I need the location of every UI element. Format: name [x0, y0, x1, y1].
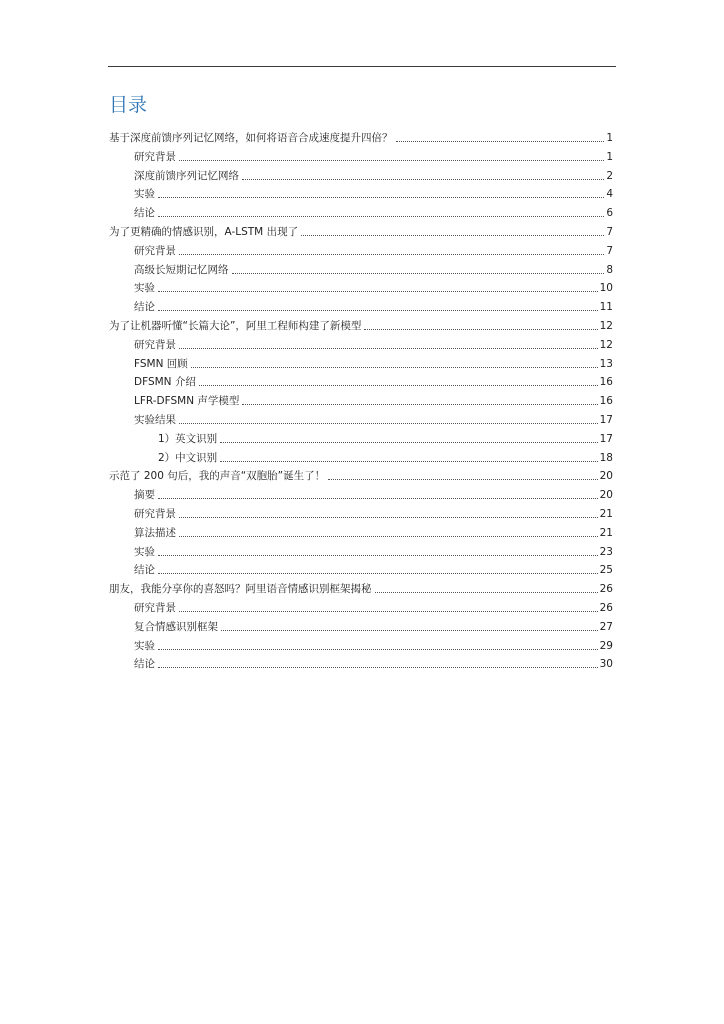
toc-page-number: 20: [599, 489, 613, 502]
toc-entry-text: 研究背景: [134, 602, 176, 614]
toc-page-number: 8: [606, 263, 613, 276]
toc-dot-leader: [158, 667, 598, 668]
header-rule: [108, 66, 616, 67]
toc-dot-leader: [179, 348, 598, 349]
toc-entry-text: 研究背景: [134, 338, 176, 351]
toc-dot-leader: [158, 310, 598, 311]
toc-entry-text: 算法描述: [134, 526, 176, 539]
toc-page-number: 4: [606, 188, 613, 201]
toc-dot-leader: [158, 291, 598, 292]
toc-entry-text: FSMN 回顾: [134, 357, 188, 370]
toc-entry[interactable]: [134, 371, 613, 389]
toc-entry[interactable]: [134, 541, 613, 559]
toc-entry[interactable]: [109, 221, 613, 239]
toc-dot-leader: [191, 367, 598, 368]
toc-entry-text: 摘要: [134, 489, 155, 502]
toc-page-number: 21: [599, 508, 613, 520]
toc-page-number: 2: [606, 169, 613, 182]
toc-entry[interactable]: [134, 353, 613, 371]
toc-page-number: 16: [599, 395, 613, 408]
toc-page-number: 11: [599, 301, 613, 314]
toc-dot-leader: [179, 517, 598, 518]
toc-page-number: 27: [599, 620, 613, 633]
toc-entry[interactable]: [134, 259, 613, 277]
toc-entry[interactable]: [109, 578, 613, 596]
toc-entry[interactable]: [134, 296, 613, 314]
toc-dot-leader: [158, 555, 598, 556]
toc-dot-leader: [301, 235, 604, 236]
toc-entry-text: 结论: [134, 301, 155, 314]
toc-entry-text: 2）中文识别: [158, 451, 218, 464]
toc-dot-leader: [179, 254, 604, 255]
toc-entry-text: 复合情感识别框架: [134, 620, 218, 633]
toc-page-number: 12: [599, 338, 613, 351]
toc-entry[interactable]: [109, 315, 613, 333]
toc-dot-leader: [179, 611, 598, 612]
toc-page-number: 12: [599, 320, 613, 332]
toc-entry[interactable]: [158, 428, 613, 446]
toc-page-number: 25: [599, 564, 613, 577]
toc-dot-leader: [232, 273, 605, 274]
toc-entry[interactable]: [109, 127, 613, 145]
toc-dot-leader: [396, 141, 605, 142]
toc-entry-text: 实验: [134, 282, 155, 295]
toc-page-number: 23: [599, 545, 613, 558]
toc-page-number: 30: [599, 658, 613, 671]
toc-dot-leader: [242, 179, 604, 180]
toc-entry[interactable]: [134, 183, 613, 201]
toc-dot-leader: [364, 329, 597, 330]
toc-entry[interactable]: [134, 409, 613, 427]
toc-page-number: 26: [599, 583, 613, 596]
toc-entry[interactable]: [134, 597, 613, 615]
toc-page-number: 18: [599, 451, 613, 464]
toc-entry-text: DFSMN 介绍: [134, 376, 196, 389]
toc-entry[interactable]: [134, 484, 613, 502]
toc-entry-text: LFR-DFSMN 声学模型: [134, 395, 240, 408]
toc-entry[interactable]: [134, 559, 613, 577]
toc-entry-text: 研究背景: [134, 244, 176, 257]
toc-dot-leader: [158, 216, 604, 217]
toc-entry[interactable]: [134, 503, 613, 521]
toc-dot-leader: [158, 649, 598, 650]
toc-entry[interactable]: [134, 522, 613, 540]
toc-page-number: 13: [599, 357, 613, 370]
toc-entry[interactable]: [134, 334, 613, 352]
toc-entry-text: 高级长短期记忆网络: [134, 263, 229, 276]
toc-dot-leader: [158, 573, 598, 574]
toc-entry-text: 结论: [134, 564, 155, 577]
toc-entry-text: 结论: [134, 207, 155, 220]
toc-entry[interactable]: [109, 465, 613, 483]
toc-entry[interactable]: [134, 202, 613, 220]
toc-dot-leader: [158, 498, 598, 499]
toc-entry-text: 示范了 200 句后，我的声音“双胞胎”诞生了！: [109, 470, 326, 483]
toc-dot-leader: [220, 461, 597, 462]
toc-entry[interactable]: [134, 240, 613, 258]
toc-entry-text: 深度前馈序列记忆网络: [134, 169, 239, 182]
toc-entry-text: 1）英文识别: [158, 432, 218, 445]
toc-dot-leader: [179, 536, 598, 537]
toc-dot-leader: [158, 197, 604, 198]
toc-page-number: 29: [599, 639, 613, 652]
toc-page-number: 10: [599, 282, 613, 295]
toc-page-number: 17: [599, 432, 613, 445]
toc-entry[interactable]: [134, 165, 613, 183]
toc-page-number: 16: [599, 376, 613, 389]
toc-entry-text: 研究背景: [134, 150, 176, 163]
toc-page-number: 7: [606, 226, 613, 238]
toc-entry-text: 研究背景: [134, 508, 176, 520]
toc-entry[interactable]: [134, 635, 613, 653]
toc-entry[interactable]: [134, 653, 613, 671]
toc-page-number: 7: [606, 244, 613, 257]
toc-page-number: 1: [606, 132, 613, 144]
toc-dot-leader: [220, 442, 597, 443]
toc-dot-leader: [199, 385, 598, 386]
toc-entry-text: 实验: [134, 545, 155, 558]
toc-entry-text: 实验: [134, 639, 155, 652]
toc-entry-text: 结论: [134, 658, 155, 671]
toc-page-number: 21: [599, 526, 613, 539]
toc-dot-leader: [179, 160, 604, 161]
toc-dot-leader: [179, 423, 598, 424]
toc-entry-text: 朋友，我能分享你的喜怒吗？阿里语音情感识别框架揭秘: [109, 583, 372, 596]
toc-entry-text: 实验结果: [134, 414, 176, 426]
toc-dot-leader: [328, 479, 598, 480]
toc-entry[interactable]: [134, 146, 613, 164]
toc-page-number: 1: [606, 150, 613, 163]
toc-dot-leader: [221, 630, 598, 631]
toc-entry-text: 基于深度前馈序列记忆网络，如何将语音合成速度提升四倍？: [109, 132, 393, 144]
toc-entry[interactable]: [134, 277, 613, 295]
toc-entry[interactable]: [134, 616, 613, 634]
toc-page-number: 26: [599, 602, 613, 614]
toc-page-number: 20: [599, 470, 613, 483]
toc-entry[interactable]: [158, 447, 613, 465]
toc-entry[interactable]: [134, 390, 613, 408]
toc-title: 目录: [109, 94, 148, 116]
toc-entry-text: 为了更精确的情感识别，A-LSTM 出现了: [109, 226, 299, 238]
toc-dot-leader: [242, 404, 597, 405]
toc-dot-leader: [375, 592, 598, 593]
toc-page-number: 6: [606, 207, 613, 220]
toc-entry-text: 为了让机器听懂“长篇大论”，阿里工程师构建了新模型: [109, 320, 362, 332]
toc-page-number: 17: [599, 414, 613, 426]
toc-entry-text: 实验: [134, 188, 155, 201]
